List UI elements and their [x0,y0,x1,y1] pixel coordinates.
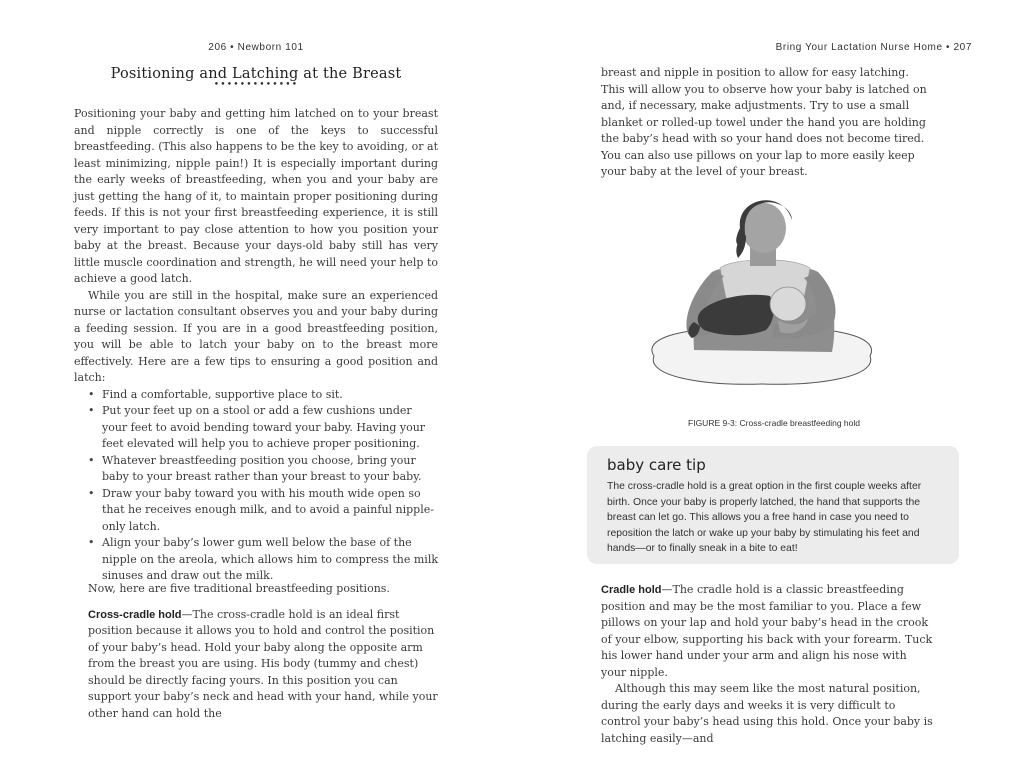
cradle-term: Cradle hold [601,584,662,596]
cross-cradle-text: —The cross-cradle hold is an ideal first position because it allows you to hold and control the position of your baby’s head. Hold your baby along the opposite arm from the breast you are using. His body (tummy and chest) should be directly facing yours. In this position you can support your baby’s neck and head with your hand, while your other hand can hold the [88,607,438,720]
tips-list [74,387,438,585]
continued-paragraph: breast and nipple in position to allow for easy latching. This will allow you to observe how your baby is latched on and, if necessary, make adjustments. Try to use a small blanket or rolled-up towel under the hand you are holding the baby’s head with so your hand does not become tired. You can also use pillows on your lap to more easily keep your baby at the level of your breast. [601,66,927,178]
cradle-text: —The cradle hold is a classic breastfeeding position and may be the most familiar to you. Place a few pillows on your lap and hold your baby’s head in the crook of your elbow, supporting his back with your forearm. Tuck his lower hand under your arm and align his nose with your nipple. [601,583,933,679]
hospital-paragraph: While you are still in the hospital, make sure an experienced nurse or lactation consultant observes you and your baby during a feeding session. If you are in a good breastfeeding position, you will be able to latch your baby on to the breast more effectively. Here are a few tips to ensuring a good position and latch: [74,288,438,384]
positions-intro: Now, here are five traditional breastfeeding positions. [88,582,390,595]
left-body-bottom [88,581,438,722]
natural-paragraph: Although this may seem like the most natural position, during the early days and weeks it is very difficult to control your baby’s head using this hold. Once your baby is latching easily—and [601,682,933,745]
list-item: • Draw your baby toward you with his mouth wide open so that he receives enough milk, and to avoid a painful nipple-only latch. [74,486,438,536]
cradle-paragraph [601,582,935,681]
tip-title: baby care tip [607,456,706,474]
left-body-top [74,106,438,585]
cross-cradle-term: Cross-cradle hold [88,608,182,621]
right-running-head: Bring Your Lactation Nurse Home • 207 [775,42,972,53]
list-item: • Put your feet up on a stool or add a few cushions under your feet to avoid bending toward your baby. Having your feet elevated will help you to achieve proper positioning. [74,403,438,453]
right-page [512,0,1024,768]
figure-caption: FIGURE 9-3: Cross-cradle breastfeeding hold [688,418,860,428]
right-body-top [601,65,933,181]
list-item: • Whatever breastfeeding position you choose, bring your baby to your breast rather than your breast to your baby. [74,453,438,486]
cross-cradle-paragraph [88,607,438,723]
breastfeeding-illustration [642,180,882,392]
cross-cradle-figure-image [642,180,882,392]
intro-paragraph: Positioning your baby and getting him latched on to your breast and nipple correctly is one of the keys to successful breastfeeding. (This also happens to be the key to avoiding, or at least minimizing, nipple pain!) It is especially important during the early weeks of breastfeeding, when you and your baby are just getting the hang of it, to maintain proper positioning during feeds. If this is not your first breastfeeding experience, it is still very important to pay close attention to how you position your baby at the breast. Because your days-old baby still has very little muscle coordination and strength, he will need your help to achieve a good latch. [74,107,438,285]
tip-body: The cross-cradle hold is a great option in the first couple weeks after birth. Once your baby is properly latched, the hand that supports the breast can let go. This allows you a free hand in case you need to reposition the latch or wake up your baby by stimulating his feet and hands—or to finally sneak in a bite to eat! [607,481,922,555]
section-title: Positioning and Latching at the Breast [110,66,402,82]
right-body-bottom [601,582,935,747]
left-running-head: 206 • Newborn 101 [208,42,304,53]
list-item: • Find a comfortable, supportive place to sit. [74,387,438,404]
title-ornament: ••••••••••••• [213,80,299,90]
list-item: • Align your baby’s lower gum well below the base of the nipple on the areola, which allows him to compress the milk sinuses and draw out the milk. [74,535,438,585]
baby-care-tip-box [587,446,959,564]
